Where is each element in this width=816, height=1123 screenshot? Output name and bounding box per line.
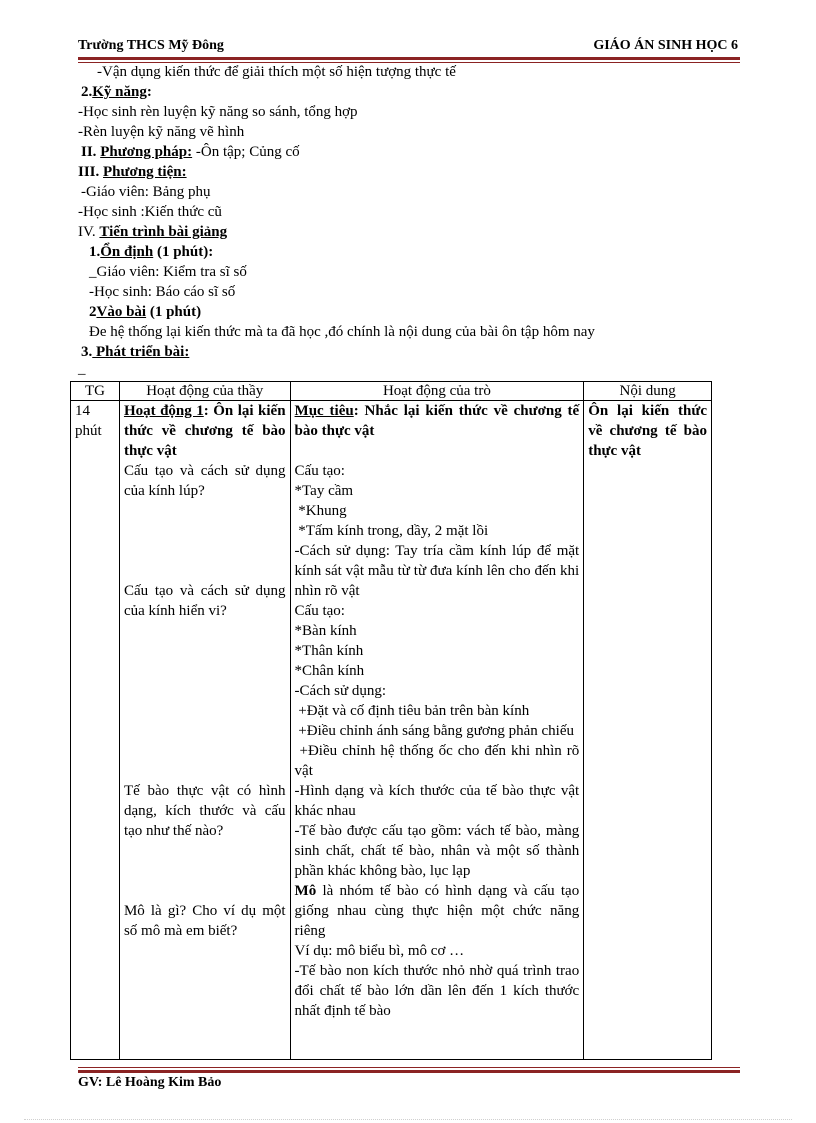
content-text: Ôn lại kiến thức về chương tế bào thực vật	[588, 403, 707, 459]
page-bottom-dotted-line	[24, 1119, 792, 1120]
process-title: Tiến trình bài giảng	[99, 224, 228, 240]
skills-title: Kỹ năng	[92, 84, 147, 100]
skill-item: -Học sinh rèn luyện kỹ năng so sánh, tổng hợp	[78, 104, 358, 120]
activity-rest: : Ôn lại kiến thức về chương tế bào thực vật	[123, 403, 286, 459]
process-number: IV.	[78, 224, 96, 240]
time-cell	[71, 401, 120, 1060]
entry-title: Vào bài	[96, 304, 147, 320]
means-heading: III. Phương tiện:	[78, 164, 187, 180]
term-bold: Mô	[294, 883, 317, 899]
student-answer: *Tấm kính trong, dầy, 2 mặt lồi	[294, 523, 489, 539]
student-cell	[290, 401, 584, 1060]
skill-item: -Rèn luyện kỹ năng vẽ hình	[78, 124, 245, 140]
entry-text: Đe hệ thống lại kiến thức mà ta đã học ,đó chính là nội dung của bài ôn tập hôm nay	[89, 324, 595, 340]
student-answer: Cấu tạo:	[294, 603, 345, 619]
student-answer-definition: Mô là nhóm tế bào có hình dạng và cấu tạo giống nhau cùng thực hiện một chức năng riêng	[294, 883, 580, 939]
student-answer: -Hình dạng và kích thước của tế bào thực vật khác nhau	[294, 783, 580, 819]
activity-heading	[124, 401, 286, 461]
method-text: -Ôn tập; Củng cố	[192, 144, 300, 160]
means-item: -Học sinh :Kiến thức cũ	[78, 204, 222, 220]
student-answer: +Điều chỉnh hệ thống ốc cho đến khi nhìn rõ vật	[294, 743, 583, 779]
lesson-table	[70, 381, 712, 1060]
entry-heading: 2Vào bài (1 phút)	[89, 304, 202, 320]
student-answer: *Tay cầm	[294, 483, 354, 499]
stabilize-title: Ổn định	[100, 244, 154, 260]
spacer	[124, 501, 286, 581]
school-name: Trường THCS Mỹ Đông	[78, 38, 224, 53]
teacher-question: Tế bào thực vật có hình dạng, kích thước và cấu tạo như thế nào?	[123, 783, 286, 839]
page-header	[78, 38, 738, 56]
stabilize-item: -Học sinh: Báo cáo sĩ số	[89, 284, 236, 300]
student-answer: -Tế bào non kích thước nhỏ nhờ quá trình trao đổi chất tế bào lớn dần lên đến 1 kích thước nhất định tế bào	[294, 963, 580, 1019]
activity-label: Hoạt động 1	[123, 403, 204, 419]
skills-heading: 2.Kỹ năng:	[81, 84, 152, 100]
student-answer: *Khung	[294, 503, 347, 519]
table-header-row	[71, 382, 712, 401]
column-header-content: Nội dung	[584, 382, 712, 401]
objective-line: -Vận dụng kiến thức để giải thích một số hiện tượng thực tế	[97, 64, 456, 80]
footer-teacher-name: GV: Lê Hoàng Kim Bảo	[78, 1075, 222, 1090]
process-heading	[78, 223, 227, 241]
spacer	[295, 441, 580, 461]
spacer	[124, 621, 286, 781]
teacher-cell	[119, 401, 290, 1060]
goal-rest: : Nhắc lại kiến thức về chương tế bào thực vật	[294, 403, 580, 439]
method-title: Phương pháp:	[100, 144, 193, 160]
content-cell	[584, 401, 712, 1060]
document-title: GIÁO ÁN SINH HỌC 6	[593, 38, 738, 53]
method-line	[81, 143, 300, 161]
student-answer: *Chân kính	[294, 663, 365, 679]
student-answer: +Đặt và cố định tiêu bản trên bàn kính	[294, 703, 530, 719]
development-heading: 3. Phát triển bài:	[81, 344, 190, 360]
student-answer: Cấu tạo:	[294, 463, 345, 479]
footer-rule-thin	[78, 1067, 740, 1068]
goal-heading	[295, 401, 580, 441]
teacher-question: Mô là gì? Cho ví dụ một số mô mà em biết?	[123, 903, 286, 939]
means-title: Phương tiện:	[103, 164, 187, 180]
spacer	[124, 841, 286, 901]
student-answer: -Tế bào được cấu tạo gồm: vách tế bào, màng sinh chất, chất tế bào, nhân và một số thành phần khác không bào, lục lạp	[294, 823, 580, 879]
student-answer: *Bàn kính	[294, 623, 357, 639]
student-answer: -Cách sử dụng:	[294, 683, 386, 699]
table-row	[71, 401, 712, 1060]
means-item: -Giáo viên: Bảng phụ	[81, 184, 211, 200]
teacher-question: Cấu tạo và cách sử dụng của kính hiển vi?	[123, 583, 286, 619]
development-title: Phát triển bài:	[92, 344, 190, 360]
goal-label: Mục tiêu	[294, 403, 354, 419]
column-header-time: TG	[71, 382, 120, 401]
header-rule-thick	[78, 57, 740, 60]
time-value: 14 phút	[75, 403, 102, 439]
stabilize-heading: 1.Ổn định (1 phút):	[89, 244, 214, 260]
student-answer: Ví dụ: mô biểu bì, mô cơ …	[294, 943, 465, 959]
stabilize-item: _Giáo viên: Kiểm tra sĩ số	[89, 264, 247, 280]
student-answer: *Thân kính	[294, 643, 364, 659]
development-dash: _	[78, 361, 86, 377]
method-number: II.	[81, 144, 97, 160]
teacher-question: Cấu tạo và cách sử dụng của kính lúp?	[123, 463, 286, 499]
student-answer: +Điều chỉnh ánh sáng bằng gương phản chiếu	[294, 723, 575, 739]
student-answer: -Cách sử dụng: Tay tría cầm kính lúp để mặt kính sát vật mẫu từ từ đưa kính lên cho đến khi nhìn rõ vật	[294, 543, 580, 599]
footer-rule-thick	[78, 1070, 740, 1073]
column-header-student: Hoạt động của trò	[290, 382, 584, 401]
column-header-teacher: Hoạt động của thầy	[119, 382, 290, 401]
